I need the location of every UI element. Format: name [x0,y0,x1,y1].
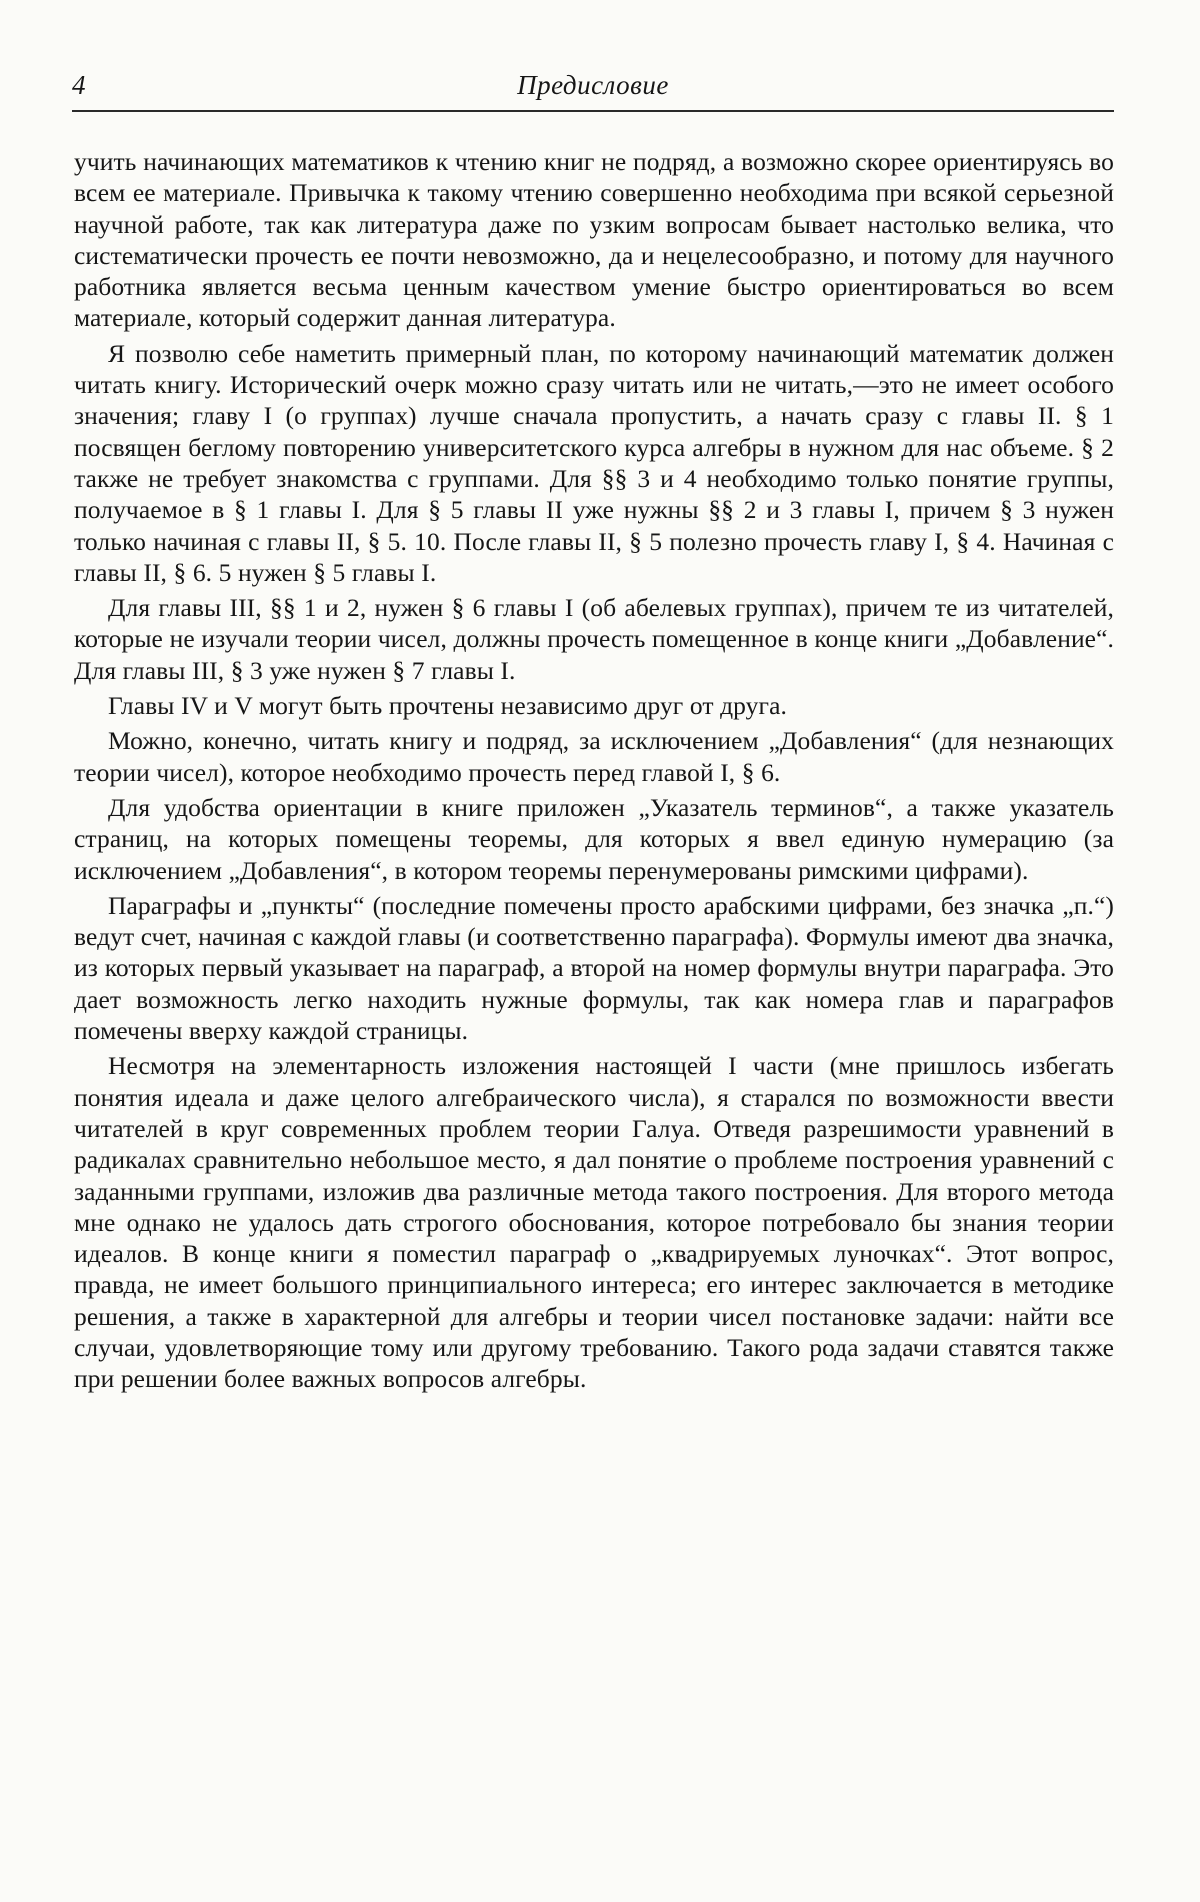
paragraph: Для главы III, §§ 1 и 2, нужен § 6 главы I (об абелевых группах), причем те из читателей, которые не изучали теории чисел, должны прочесть помещенное в конце книги „Добавление“. Для главы III, § 3 уже нужен § 7 главы I. [74,593,1114,685]
paragraph: Несмотря на элементарность изложения настоящей I части (мне пришлось избегать понятия идеала и даже целого алгебраического числа), я старался по возможности ввести читателей в круг современных проблем теории Галуа. Отведя разрешимости уравнений в радикалах сравнительно небольшое место, я дал понятие о проблеме построения уравнений с заданными группами, изложив два различные метода такого построения. Для второго метода мне однако не удалось дать строгого обоснования, которое потребовало бы знания теории идеалов. В конце книги я поместил параграф о „квадрируемых луночках“. Этот вопрос, правда, не имеет большого принципиального интереса; его интерес заключается в методике решения, а также в характерной для алгебры и теории чисел постановке задачи: найти все случаи, удовлетворяющие тому или другому требованию. Такого рода задачи ставятся также при решении более важных вопросов алгебры. [74,1051,1114,1394]
page-number: 4 [72,70,86,100]
paragraph: учить начинающих математиков к чтению книг не подряд, а возможно скорее ориентируясь во всем ее материале. Привычка к такому чтению совершенно необходима при всякой серьезной научной работе, так как литература даже по узким вопросам бывает настолько велика, что систематически прочесть ее почти невозможно, да и нецелесообразно, и потому для научного работника является весьма ценным качеством умение быстро ориентироваться во всем материале, который содержит данная литература. [74,147,1114,333]
header-rule [72,110,1114,112]
paragraph: Можно, конечно, читать книгу и подряд, за исключением „Добавления“ (для незнающих теории чисел), которое необходимо прочесть перед главой I, § 6. [74,726,1114,787]
paragraph: Главы IV и V могут быть прочтены независимо друг от друга. [108,691,787,721]
running-title: Предисловие [517,70,669,100]
paragraph: Для удобства ориентации в книге приложен „Указатель терминов“, а также указатель страниц, на которых помещены теоремы, для которых я ввел единую нумерацию (за исключением „Добавления“, в котором теоремы перенумерованы римскими цифрами). [74,792,1114,885]
paragraph: Я позволю себе наметить примерный план, по которому начинающий математик должен читать книгу. Исторический очерк можно сразу читать или не читать,—это не имеет особого значения; главу I (о группах) лучше сначала пропустить, а начать сразу с главы II. § 1 посвящен беглому повторению университетского курса алгебры в нужном для нас объеме. § 2 также не требует знакомства с группами. Для §§ 3 и 4 необходимо только понятие группы, получаемое в § 1 главы I. Для § 5 главы II уже нужны §§ 2 и 3 главы I, причем § 3 нужен только начиная с главы II, § 5. 10. После главы II, § 5 полезно прочесть главу I, § 4. Начиная с главы II, § 6. 5 нужен § 5 главы I. [74,338,1114,587]
page-body [74,146,1114,1399]
paragraph: Параграфы и „пункты“ (последние помечены просто арабскими цифрами, без значка „п.“) ведут счет, начиная с каждой главы (и соответственно параграфа). Формулы имеют два значка, из которых первый указывает на параграф, а второй на номер формулы внутри параграфа. Это дает возможность легко находить нужные формулы, так как номера глав и параграфов помечены вверху каждой страницы. [74,890,1114,1046]
page-header [72,70,1114,110]
